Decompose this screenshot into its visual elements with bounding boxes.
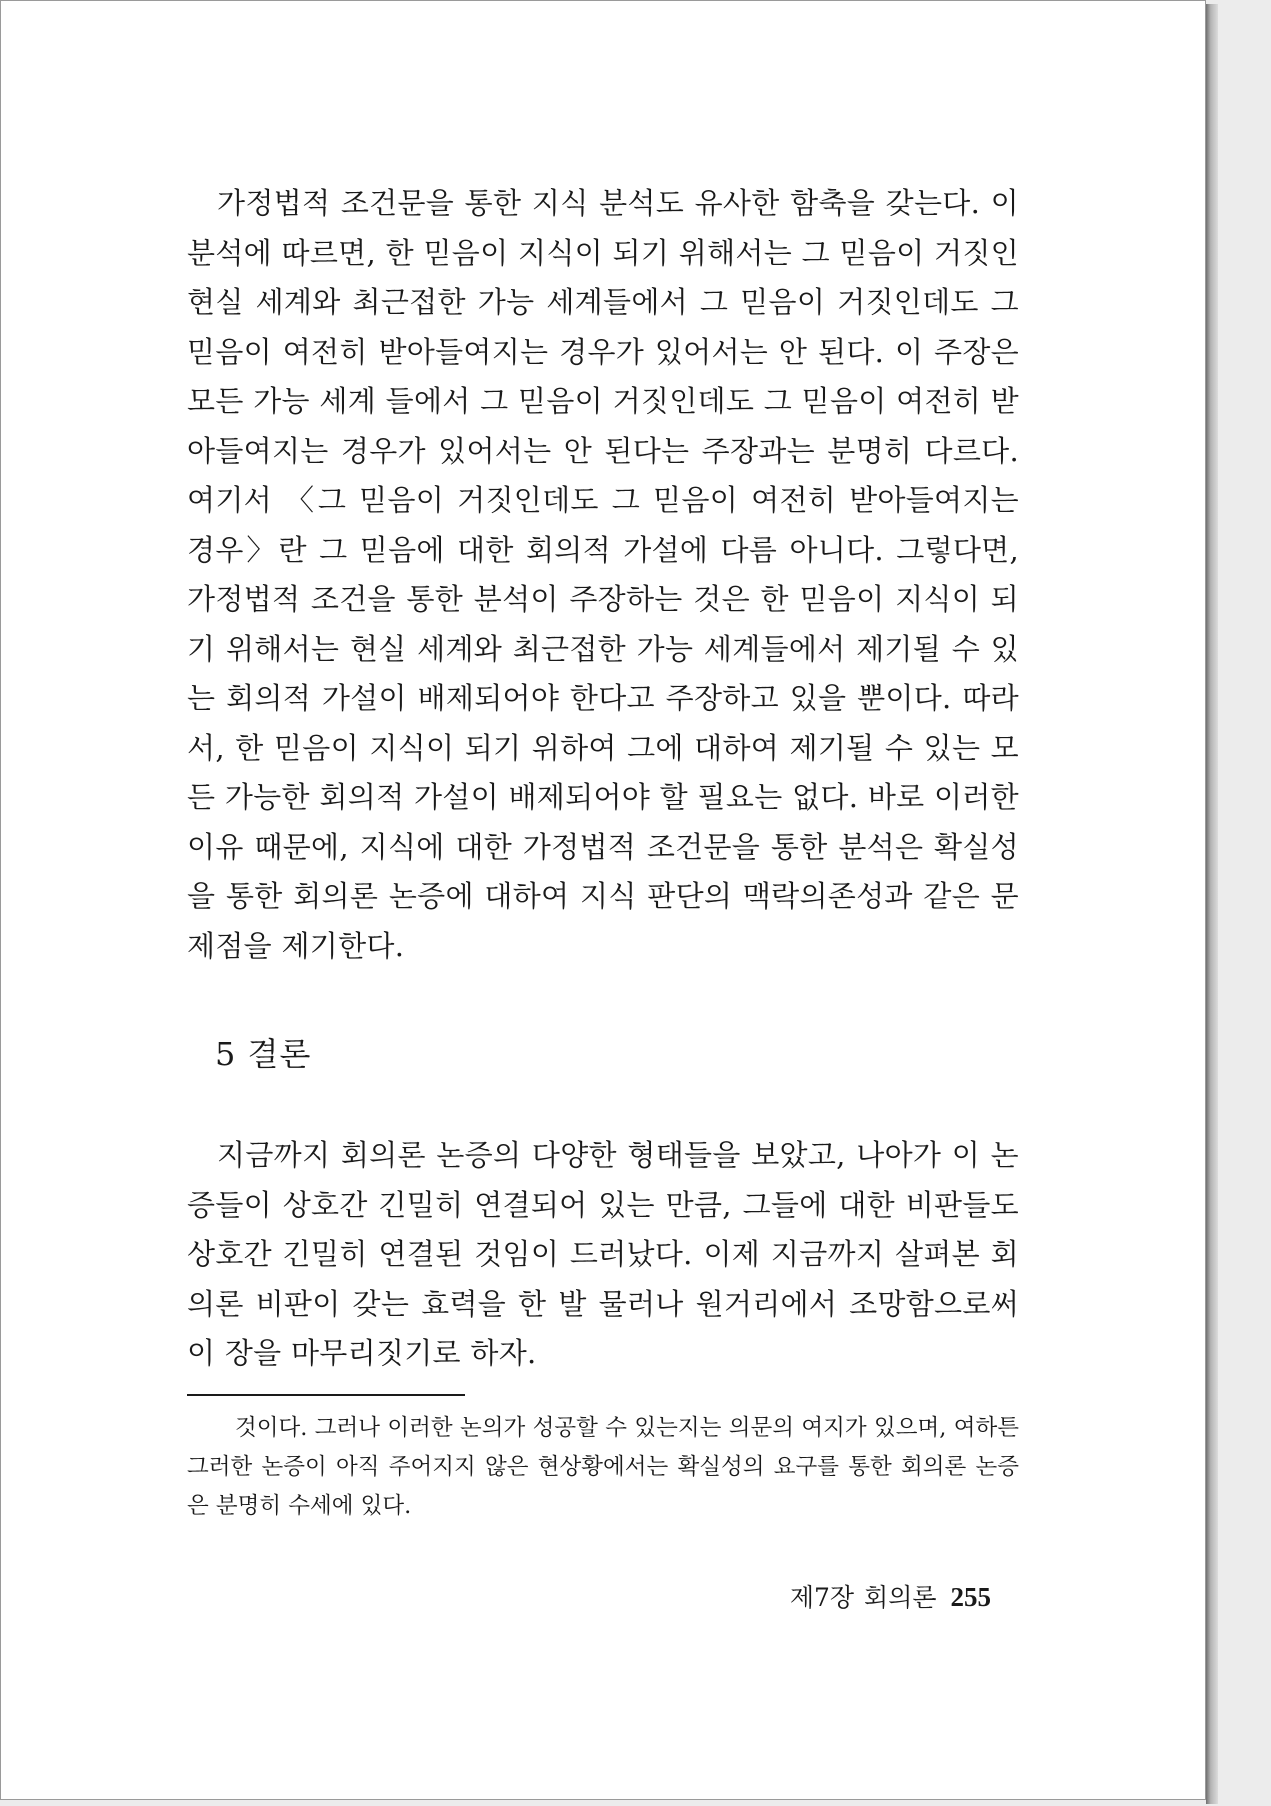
body-paragraph-1: 가정법적 조건문을 통한 지식 분석도 유사한 함축을 갖는다. 이 분석에 따르면, 한 믿음이 지식이 되기 위해서는 그 믿음이 거짓인 현실 세계와 최근접한 가능 세계들에서 그 믿음이 거짓인데도 그 믿음이 여전히 받아들여지는 경우가 있어서는 안 된다. 이 주장은 모든 가능 세계 들에서 그 믿음이 거짓인데도 그 믿음이 여전히 받아들여지는 경우가 있어서는 안 된다는 주장과는 분명히 다르다. 여기서 〈그 믿음이 거짓인데도 그 믿음이 여전히 받아들여지는 경우〉란 그 믿음에 대한 회의적 가설에 다름 아니다. 그렇다면, 가정법적 조건을 통한 분석이 주장하는 것은 한 믿음이 지식이 되기 위해서는 현실 세계와 최근접한 가능 세계들에서 제기될 수 있는 회의적 가설이 배제되어야 한다고 주장하고 있을 뿐이다. 따라서, 한 믿음이 지식이 되기 위하여 그에 대하여 제기될 수 있는 모든 가능한 회의적 가설이 배제되어야 할 필요는 없다. 바로 이러한 이유 때문에, 지식에 대한 가정법적 조건문을 통한 분석은 확실성을 통한 회의론 논증에 대하여 지식 판단의 맥락의존성과 같은 문제점을 제기한다. — [187, 186, 1019, 963]
page-edge-shadow — [1206, 4, 1218, 1804]
footnote-text: 것이다. 그러나 이러한 논의가 성공할 수 있는지는 의문의 여지가 있으며, 여하튼 그러한 논증이 아직 주어지지 않은 현상황에서는 확실성의 요구를 통한 회의론 논증은 분명히 수세에 있다. — [187, 1415, 1019, 1519]
footer-chapter-title: 회의론 — [864, 1583, 937, 1612]
footnote-divider — [187, 1394, 465, 1396]
page-number: 255 — [950, 1582, 991, 1612]
section-heading: 5 결론 — [215, 1035, 312, 1073]
footer-chapter-number: 제7장 — [789, 1583, 855, 1612]
body-paragraph-2: 지금까지 회의론 논증의 다양한 형태들을 보았고, 나아가 이 논증들이 상호간 긴밀히 연결되어 있는 만큼, 그들에 대한 비판들도 상호간 긴밀히 연결된 것임이 드러났다. 이제 지금까지 살펴본 회의론 비판이 갖는 효력을 한 발 물러나 원거리에서 조망함으로써 이 장을 마무리짓기로 하자. — [187, 1138, 1019, 1370]
running-footer — [761, 1578, 991, 1614]
